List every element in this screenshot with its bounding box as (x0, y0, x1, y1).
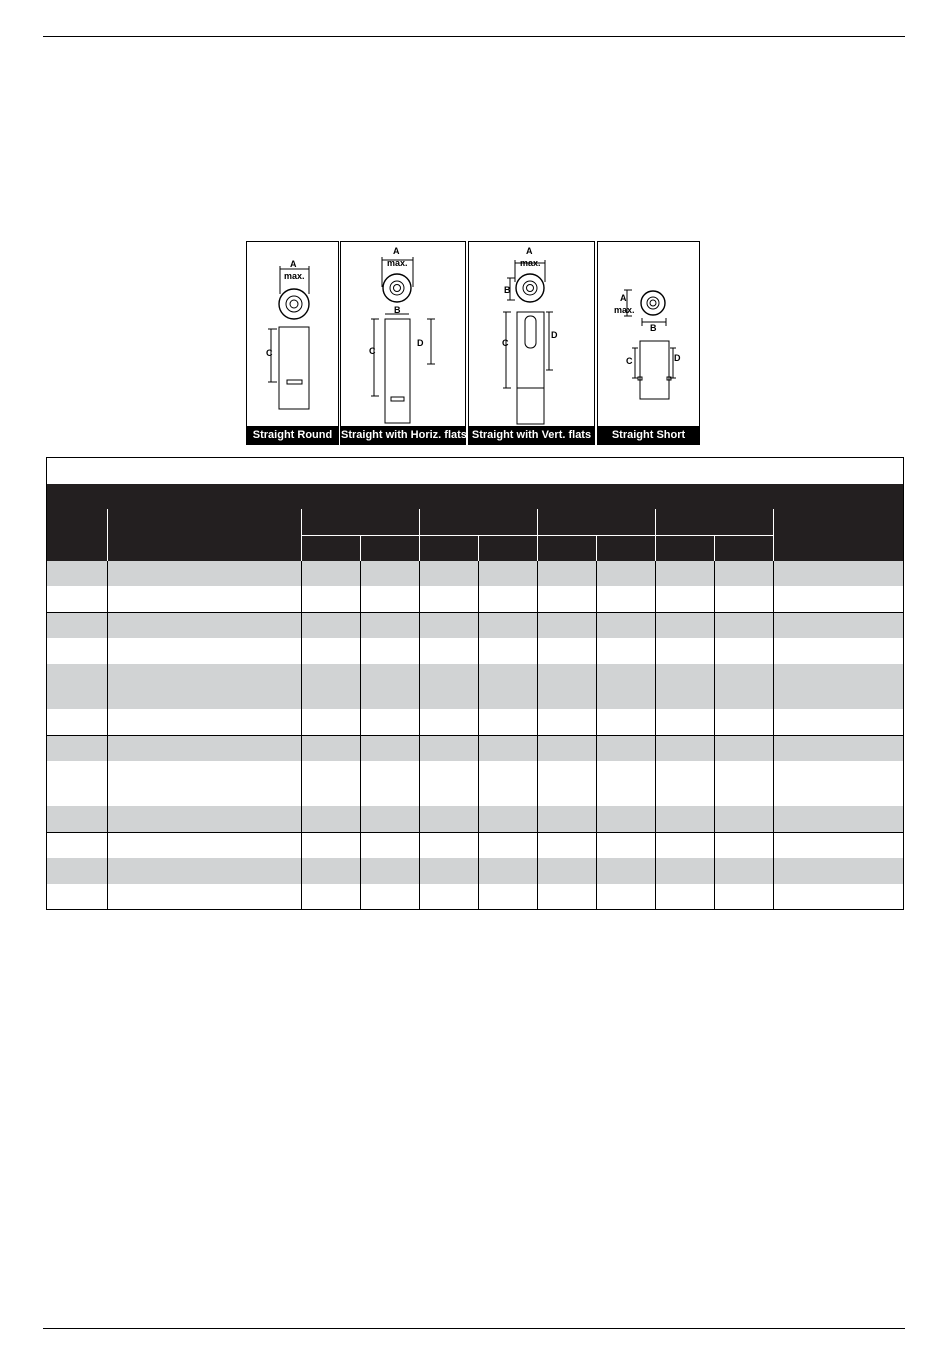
header-divider (596, 535, 597, 561)
dim-b-label: B (650, 323, 657, 333)
dim-a-label: A (526, 246, 533, 256)
diagram-straight-vert-flats (468, 241, 595, 445)
column-divider (537, 561, 538, 909)
column-divider (478, 561, 479, 909)
header-divider (301, 509, 302, 561)
table-row (47, 884, 903, 909)
dim-max-label: max. (387, 258, 408, 268)
diagram-straight-round (246, 241, 339, 445)
column-divider (419, 561, 420, 909)
header-divider (478, 535, 479, 561)
dim-b-label: B (504, 285, 511, 295)
dim-c-label: C (369, 346, 376, 356)
dim-c-label: C (266, 348, 273, 358)
dim-max-label: max. (284, 271, 305, 281)
dim-d-label: D (417, 338, 424, 348)
table-row (47, 858, 903, 884)
column-divider (655, 561, 656, 909)
dim-a-label: A (620, 293, 627, 303)
header-divider (419, 509, 420, 561)
table-title-row (47, 458, 903, 484)
dim-a-label: A (290, 259, 297, 269)
column-divider (773, 561, 774, 909)
header-divider (360, 535, 361, 561)
diagram-caption: Straight Short (598, 426, 699, 444)
dim-max-label: max. (520, 258, 541, 268)
diagram-caption: Straight with Vert. flats (469, 426, 594, 444)
diagram-straight-horiz-flats (340, 241, 466, 445)
dim-d-label: D (674, 353, 681, 363)
diagram-straight-short (597, 241, 700, 445)
table-row (47, 612, 903, 638)
header-divider (655, 509, 656, 561)
column-divider (596, 561, 597, 909)
table-band-row (47, 484, 903, 509)
table-row (47, 664, 903, 709)
table-row (47, 709, 903, 735)
dim-a-label: A (393, 246, 400, 256)
bottom-rule (43, 1328, 905, 1329)
dim-b-label: B (394, 305, 401, 315)
diagram-caption: Straight Round (247, 426, 338, 444)
header-divider (714, 535, 715, 561)
table-row (47, 761, 903, 806)
table-row (47, 806, 903, 832)
table-row (47, 638, 903, 664)
header-divider (773, 509, 774, 561)
column-divider (714, 561, 715, 909)
column-divider (301, 561, 302, 909)
header-divider (537, 509, 538, 561)
table-row (47, 832, 903, 858)
spec-table (46, 457, 904, 910)
table-row (47, 735, 903, 761)
header-divider (107, 509, 108, 561)
column-divider (360, 561, 361, 909)
top-rule (43, 36, 905, 37)
column-divider (107, 561, 108, 909)
dim-max-label: max. (614, 305, 635, 315)
table-row (47, 586, 903, 612)
dim-c-label: C (626, 356, 633, 366)
dim-d-label: D (551, 330, 558, 340)
diagram-caption: Straight with Horiz. flats (341, 426, 465, 444)
table-row (47, 561, 903, 586)
dim-c-label: C (502, 338, 509, 348)
